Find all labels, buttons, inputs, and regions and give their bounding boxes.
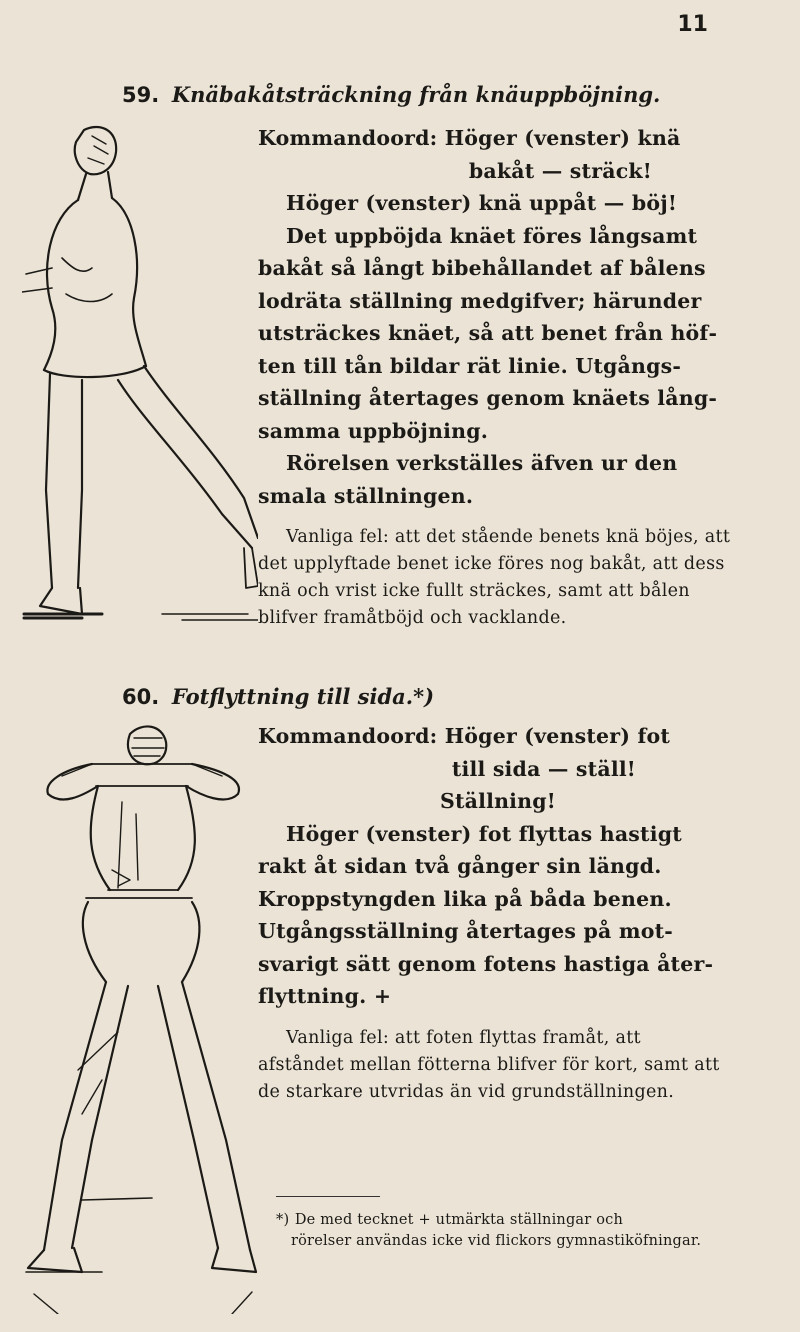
page-number: 11 bbox=[677, 12, 708, 37]
footnote-line-1: De med tecknet + utmärkta ställningar och bbox=[294, 1212, 623, 1228]
section-60-command-line-3: Ställning! bbox=[439, 789, 556, 813]
figure-knee-extension bbox=[22, 118, 258, 630]
section-59-title: Knäbakåtsträckning från knäuppböjning. bbox=[171, 82, 661, 107]
footnote-line-2: rörelser användas icke vid flickors gymnastiköfningar. bbox=[291, 1233, 702, 1249]
section-59-command bbox=[258, 122, 732, 187]
section-59-body bbox=[258, 122, 732, 632]
section-60-heading bbox=[122, 684, 434, 709]
section-59-paragraph-3: Rörelsen verkställes äfven ur den smala ställningen. bbox=[258, 451, 678, 508]
section-60-paragraph-1: Höger (venster) fot flyttas hastigt rakt åt sidan två gånger sin längd. Kroppstyngden lika på båda benen. Utgångsställning återtages på motsvarigt sätt genom fotens hastiga återflyttning. + bbox=[258, 821, 713, 1008]
section-60-number: 60. bbox=[122, 685, 160, 709]
section-59-heading bbox=[122, 82, 660, 107]
section-60-body bbox=[258, 720, 732, 1106]
section-59-command-line-2: bakåt — sträck! bbox=[468, 158, 652, 183]
section-59-paragraph-1: Höger (venster) knä uppåt — böj! bbox=[286, 191, 678, 215]
footnote-rule bbox=[276, 1196, 380, 1197]
section-59-paragraph-2: Det uppböjda knäet föres långsamt bakåt så långt bibehållandet af bålens lodräta ställning medgifver; härunder utsträckes knäet, så att benet från höften till tån bildar rät linie. Utgångsställning återtages genom knäets långsamma uppböjning. bbox=[258, 223, 717, 443]
footnote-marker: *) bbox=[276, 1212, 290, 1228]
section-59-number: 59. bbox=[122, 83, 160, 107]
section-60-command bbox=[258, 720, 732, 818]
section-59-common-errors: Vanliga fel: att det stående benets knä böjes, att det upplyftade benet icke föres nog bakåt, att dess knä och vrist icke fullt sträckes, samt att bålen blifver framåtböjd och vacklande. bbox=[258, 527, 731, 628]
section-60-command-line-1: Kommandoord: Höger (venster) fot bbox=[258, 724, 671, 748]
footnote bbox=[276, 1210, 736, 1252]
figure-side-step bbox=[22, 720, 258, 1314]
section-60-title: Fotflyttning till sida.*) bbox=[171, 684, 435, 709]
section-59-command-line-1: Kommandoord: Höger (venster) knä bbox=[258, 126, 681, 150]
section-60-command-line-2: till sida — ställ! bbox=[451, 756, 636, 781]
section-60-common-errors: Vanliga fel: att foten flyttas framåt, att afståndet mellan fötterna blifver för kort, samt att de starkare utvridas än vid grundställningen. bbox=[258, 1027, 720, 1102]
